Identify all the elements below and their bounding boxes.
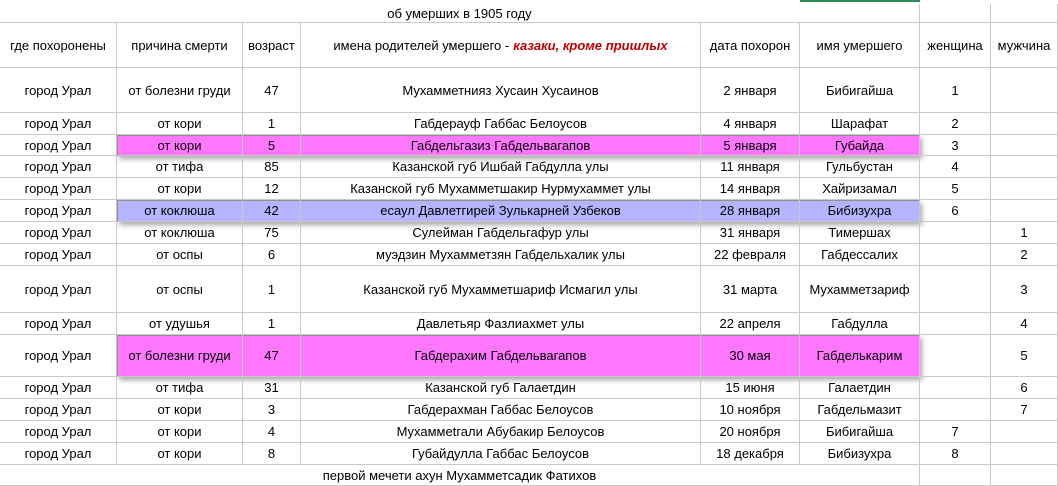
parents-cell[interactable] (301, 377, 701, 399)
sheet-title[interactable] (0, 4, 920, 23)
cell-value: 15 июня (725, 380, 775, 395)
cell-value: город Урал (24, 380, 92, 395)
cell-value: 2 января (723, 82, 777, 98)
name-cell[interactable] (800, 156, 920, 178)
cause-cell[interactable] (117, 200, 243, 222)
cell-value: 7 (1020, 402, 1028, 417)
cell-value: от кори (157, 446, 202, 461)
date-cell[interactable] (701, 399, 800, 421)
male-cell[interactable] (991, 313, 1058, 335)
cell-value: Габдулла (831, 316, 888, 331)
parents-cell[interactable] (301, 222, 701, 244)
name-cell[interactable] (800, 421, 920, 443)
parents-cell[interactable] (301, 244, 701, 266)
cell-value: город Урал (24, 402, 92, 417)
header-label: причина смерти (131, 37, 228, 53)
female-cell[interactable] (920, 113, 991, 135)
female-cell[interactable] (920, 200, 991, 222)
cause-cell[interactable] (117, 313, 243, 335)
header-burial[interactable] (0, 23, 117, 68)
female-cell[interactable] (920, 313, 991, 335)
female-cell[interactable] (920, 222, 991, 244)
cell-value: город Урал (24, 424, 92, 439)
cell-value: Габдессалих (821, 247, 898, 262)
male-cell[interactable] (991, 399, 1058, 421)
cell-value: 3 (951, 137, 959, 153)
cell-value: Казанской губ Мухамметшакир Нурмухаммет улы (350, 181, 651, 196)
age-cell[interactable] (243, 135, 301, 156)
burial-cell[interactable] (0, 156, 117, 178)
cell-value: 1 (267, 116, 276, 131)
cell-value: от кори (157, 116, 202, 131)
name-cell[interactable] (800, 68, 920, 113)
cell-value: Бибизухра (827, 203, 892, 218)
cell-value: 5 (267, 137, 276, 153)
cell-value: 6 (267, 247, 276, 262)
cell-value: 1 (267, 316, 276, 331)
cell-value: 31 (264, 380, 279, 395)
cell-value: Бибигайша (825, 82, 894, 98)
cell-value: город Урал (24, 316, 92, 331)
cell-value: 1 (1020, 225, 1028, 240)
date-cell[interactable] (701, 313, 800, 335)
cell-value: город Урал (24, 348, 92, 363)
cell-value: от тифа (155, 380, 204, 395)
header-date[interactable] (701, 23, 800, 68)
cell-value: Сулейман Габдельгафур улы (412, 225, 589, 240)
cell-value: 8 (951, 446, 959, 461)
age-cell[interactable] (243, 244, 301, 266)
parents-cell[interactable] (301, 421, 701, 443)
header-label: имя умершего (816, 37, 903, 53)
cell-value: 3 (1020, 281, 1028, 297)
empty-title-cell[interactable] (991, 4, 1058, 23)
cell-value: Мухаммеtгали Абубакир Белоусов (396, 424, 605, 439)
date-cell[interactable] (701, 443, 800, 465)
burial-cell[interactable] (0, 244, 117, 266)
cell-value: город Урал (24, 247, 92, 262)
female-cell[interactable] (920, 377, 991, 399)
header-label: дата похорон (709, 37, 791, 53)
cell-value: Габдерауф Габбас Белоусов (414, 116, 587, 131)
parents-cell[interactable] (301, 156, 701, 178)
burial-cell[interactable] (0, 313, 117, 335)
female-cell[interactable] (920, 156, 991, 178)
name-cell[interactable] (800, 377, 920, 399)
burial-cell[interactable] (0, 377, 117, 399)
age-cell[interactable] (243, 113, 301, 135)
cell-value: Гульбустан (826, 159, 893, 174)
cell-value: город Урал (24, 446, 92, 461)
name-cell[interactable] (800, 222, 920, 244)
header-parents[interactable] (301, 23, 701, 68)
cell-value: город Урал (24, 116, 92, 131)
cell-value: 10 ноября (719, 402, 781, 417)
name-cell[interactable] (800, 335, 920, 377)
burial-cell[interactable] (0, 113, 117, 135)
name-cell[interactable] (800, 399, 920, 421)
burial-cell[interactable] (0, 399, 117, 421)
parents-cell[interactable] (301, 313, 701, 335)
cause-cell[interactable] (117, 244, 243, 266)
date-cell[interactable] (701, 113, 800, 135)
cell-value: город Урал (24, 181, 92, 196)
parents-cell[interactable] (301, 178, 701, 200)
header-label: возраст (248, 37, 295, 53)
cause-cell[interactable] (117, 335, 243, 377)
cell-value: 18 декабря (716, 446, 784, 461)
cell-value: Губайда (834, 137, 885, 153)
cell-value: 30 мая (729, 348, 771, 363)
male-cell[interactable] (991, 222, 1058, 244)
cell-value: 75 (264, 225, 279, 240)
cell-value: Тимершах (828, 225, 891, 240)
date-cell[interactable] (701, 266, 800, 313)
cell-value: 4 (951, 159, 959, 174)
burial-cell[interactable] (0, 200, 117, 222)
male-cell[interactable] (991, 156, 1058, 178)
name-cell[interactable] (800, 200, 920, 222)
cell-value: 2 (951, 116, 959, 131)
male-cell[interactable] (991, 335, 1058, 377)
age-cell[interactable] (243, 156, 301, 178)
burial-cell[interactable] (0, 335, 117, 377)
cell-value: от болезни груди (128, 82, 231, 98)
cell-value: Бибигайша (825, 424, 894, 439)
cell-value: 4 января (723, 116, 777, 131)
name-cell[interactable] (800, 178, 920, 200)
cell-value: 12 (264, 181, 279, 196)
cell-value: от болезни груди (128, 348, 231, 363)
cell-value: муэдзин Мухамметзян Габдельхалик улы (376, 247, 625, 262)
parents-cell[interactable] (301, 335, 701, 377)
parents-cell[interactable] (301, 68, 701, 113)
age-cell[interactable] (243, 377, 301, 399)
header-label: имена родителей умершего - (333, 37, 510, 53)
cell-value: 22 апреля (719, 316, 781, 331)
name-cell[interactable] (800, 266, 920, 313)
header-age[interactable] (243, 23, 301, 68)
name-cell[interactable] (800, 135, 920, 156)
cell-value: 31 января (719, 225, 781, 240)
header-label: где похоронены (10, 37, 106, 53)
burial-cell[interactable] (0, 68, 117, 113)
parents-cell[interactable] (301, 266, 701, 313)
cause-cell[interactable] (117, 421, 243, 443)
age-cell[interactable] (243, 399, 301, 421)
parents-cell[interactable] (301, 135, 701, 156)
empty-footer-cell[interactable] (991, 465, 1058, 486)
cell-value: 6 (1020, 380, 1028, 395)
age-cell[interactable] (243, 200, 301, 222)
male-cell[interactable] (991, 68, 1058, 113)
cell-value: 7 (951, 424, 959, 439)
parents-cell[interactable] (301, 399, 701, 421)
cell-value: Хайризамал (822, 181, 897, 196)
cell-value: 2 (1020, 247, 1028, 262)
age-cell[interactable] (243, 68, 301, 113)
cell-value: город Урал (24, 137, 92, 153)
name-cell[interactable] (800, 313, 920, 335)
cell-value: от кори (157, 424, 202, 439)
cell-value: 14 января (719, 181, 781, 196)
cause-cell[interactable] (117, 135, 243, 156)
name-cell[interactable] (800, 244, 920, 266)
cause-cell[interactable] (117, 113, 243, 135)
cause-cell[interactable] (117, 266, 243, 313)
male-cell[interactable] (991, 113, 1058, 135)
cell-value: город Урал (24, 281, 92, 297)
male-cell[interactable] (991, 244, 1058, 266)
cell-value: от удушья (149, 316, 210, 331)
burial-cell[interactable] (0, 443, 117, 465)
burial-cell[interactable] (0, 266, 117, 313)
cell-value: Габдельгазиз Габдельвагапов (410, 137, 591, 153)
date-cell[interactable] (701, 377, 800, 399)
cell-value: 1 (951, 82, 959, 98)
header-label: женщина (927, 37, 983, 53)
cell-value: город Урал (24, 159, 92, 174)
cell-value: 85 (264, 159, 279, 174)
cell-value: от кори (157, 181, 202, 196)
female-cell[interactable] (920, 135, 991, 156)
cell-value: 4 (1020, 316, 1028, 331)
sheet-footer[interactable] (0, 465, 920, 486)
cell-value: от оспы (156, 281, 203, 297)
parents-cell[interactable] (301, 443, 701, 465)
age-cell[interactable] (243, 266, 301, 313)
date-cell[interactable] (701, 335, 800, 377)
active-cell-indicator (800, 0, 920, 2)
male-cell[interactable] (991, 266, 1058, 313)
empty-title-cell[interactable] (920, 4, 991, 23)
cause-cell[interactable] (117, 68, 243, 113)
male-cell[interactable] (991, 421, 1058, 443)
cause-cell[interactable] (117, 222, 243, 244)
name-cell[interactable] (800, 113, 920, 135)
cell-value: от коклюша (144, 225, 215, 240)
cell-value: от коклюша (144, 203, 215, 218)
cause-cell[interactable] (117, 443, 243, 465)
cell-value: от тифа (155, 159, 204, 174)
cell-value: Давлетьяр Фазлиахмет улы (416, 316, 585, 331)
cause-cell[interactable] (117, 399, 243, 421)
age-cell[interactable] (243, 335, 301, 377)
cell-value: Габдерахим Габдельвагапов (414, 348, 587, 363)
date-cell[interactable] (701, 244, 800, 266)
cell-value: 47 (264, 82, 279, 98)
title-text: об умерших в 1905 году (387, 5, 532, 21)
burial-cell[interactable] (0, 178, 117, 200)
date-cell[interactable] (701, 222, 800, 244)
cell-value: 11 января (720, 159, 780, 174)
cell-value: есаул Давлетгирей Зулькарней Узбеков (380, 203, 621, 218)
cell-value: Мухамметнияз Хусаин Хусаинов (402, 82, 599, 98)
header-name[interactable] (800, 23, 920, 68)
name-cell[interactable] (800, 443, 920, 465)
empty-footer-cell[interactable] (920, 465, 991, 486)
female-cell[interactable] (920, 178, 991, 200)
cell-value: 22 февраля (714, 247, 786, 262)
date-cell[interactable] (701, 156, 800, 178)
male-cell[interactable] (991, 200, 1058, 222)
cell-value: Мухамметзариф (809, 281, 910, 297)
cell-value: Казанской губ Галаетдин (425, 380, 576, 395)
cell-value: город Урал (24, 203, 92, 218)
cell-value: 5 (1020, 348, 1028, 363)
header-cause[interactable] (117, 23, 243, 68)
date-cell[interactable] (701, 68, 800, 113)
female-cell[interactable] (920, 244, 991, 266)
cause-cell[interactable] (117, 156, 243, 178)
header-female[interactable] (920, 23, 991, 68)
cell-value: 5 (951, 181, 959, 196)
cell-value: Шарафат (830, 116, 889, 131)
footer-text: первой мечети ахун Мухамметсадик Фатихов (322, 467, 597, 483)
cell-value: от оспы (156, 247, 203, 262)
cell-value: от кори (157, 402, 202, 417)
age-cell[interactable] (243, 421, 301, 443)
cell-value: 1 (267, 281, 276, 297)
cell-value: Казанской губ Ишбай Габдулла улы (392, 159, 609, 174)
female-cell[interactable] (920, 266, 991, 313)
date-cell[interactable] (701, 200, 800, 222)
cell-value: Галаетдин (828, 380, 891, 395)
header-male[interactable] (991, 23, 1058, 68)
cell-value: 20 ноября (719, 424, 781, 439)
cell-value: 8 (267, 446, 276, 461)
female-cell[interactable] (920, 443, 991, 465)
header-label: мужчина (997, 37, 1051, 53)
female-cell[interactable] (920, 68, 991, 113)
age-cell[interactable] (243, 178, 301, 200)
cell-value: город Урал (24, 225, 92, 240)
burial-cell[interactable] (0, 135, 117, 156)
male-cell[interactable] (991, 178, 1058, 200)
cell-value: 42 (264, 203, 279, 218)
date-cell[interactable] (701, 135, 800, 156)
female-cell[interactable] (920, 399, 991, 421)
burial-cell[interactable] (0, 421, 117, 443)
cell-value: 3 (267, 402, 276, 417)
cause-cell[interactable] (117, 178, 243, 200)
age-cell[interactable] (243, 313, 301, 335)
header-note: казаки, кроме пришлых (513, 37, 668, 53)
burial-cell[interactable] (0, 222, 117, 244)
date-cell[interactable] (701, 178, 800, 200)
age-cell[interactable] (243, 443, 301, 465)
cell-value: Габдерахман Габбас Белоусов (407, 402, 594, 417)
cell-value: Бибизухра (827, 446, 892, 461)
cell-value: Казанской губ Мухамметшариф Исмагил улы (363, 281, 638, 297)
cell-value: 4 (267, 424, 276, 439)
cell-value: 28 января (719, 203, 781, 218)
cell-value: Губайдулла Габбас Белоусов (411, 446, 590, 461)
male-cell[interactable] (991, 377, 1058, 399)
cell-value: Габдельмазит (817, 402, 902, 417)
cell-value: 5 января (723, 137, 777, 153)
cell-value: 31 марта (722, 281, 778, 297)
cell-value: город Урал (24, 82, 92, 98)
cell-value: 6 (951, 203, 959, 218)
date-cell[interactable] (701, 421, 800, 443)
male-cell[interactable] (991, 443, 1058, 465)
female-cell[interactable] (920, 421, 991, 443)
cause-cell[interactable] (117, 377, 243, 399)
parents-cell[interactable] (301, 113, 701, 135)
cell-value: от кори (157, 137, 202, 153)
female-cell[interactable] (920, 335, 991, 377)
age-cell[interactable] (243, 222, 301, 244)
cell-value: 47 (264, 348, 279, 363)
parents-cell[interactable] (301, 200, 701, 222)
male-cell[interactable] (991, 135, 1058, 156)
cell-value: Габделькарим (816, 348, 903, 363)
